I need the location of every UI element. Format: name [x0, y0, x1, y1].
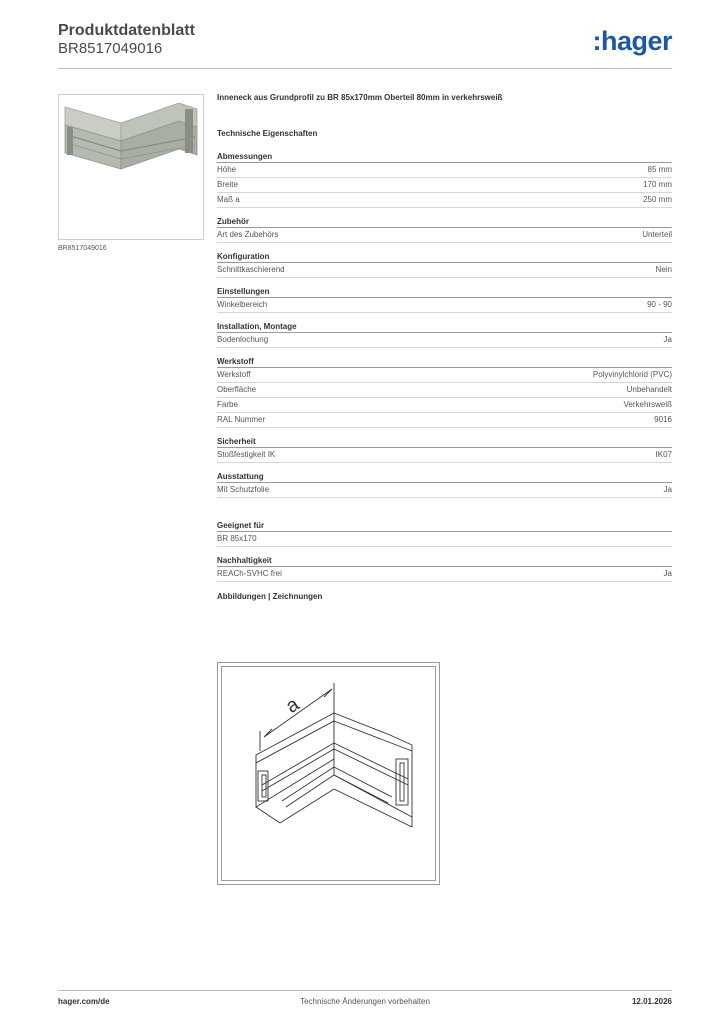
spec-value: Unterteil	[642, 230, 672, 239]
spec-row	[217, 532, 672, 547]
spec-row	[217, 383, 672, 398]
product-image-icon	[59, 95, 203, 239]
spec-label: Winkelbereich	[217, 300, 268, 309]
spec-section	[217, 356, 672, 428]
technical-drawing	[217, 662, 440, 885]
spec-label: Stoßfestigkeit IK	[217, 450, 276, 459]
spec-row	[217, 298, 672, 313]
section-title: Konfiguration	[217, 251, 672, 263]
footer-note: Technische Änderungen vorbehalten	[300, 997, 430, 1006]
section-title: Ausstattung	[217, 471, 672, 483]
spec-value: IK07	[655, 450, 672, 459]
product-details	[217, 93, 672, 601]
spec-value: Ja	[663, 335, 672, 344]
spec-value: 170 mm	[643, 180, 672, 189]
technical-properties-heading: Technische Eigenschaften	[217, 129, 318, 138]
spec-label: Art des Zubehörs	[217, 230, 279, 239]
spec-row	[217, 448, 672, 463]
spec-value: Ja	[663, 485, 672, 494]
spec-section	[217, 520, 672, 547]
spec-section	[217, 216, 672, 243]
document-title: Produktdatenblatt	[58, 22, 195, 39]
spec-label: Breite	[217, 180, 238, 189]
spec-row	[217, 178, 672, 193]
spec-value: Verkehrsweiß	[623, 400, 672, 409]
dimension-label: a	[281, 693, 304, 718]
spec-label: BR 85x170	[217, 534, 257, 543]
section-title: Zubehör	[217, 216, 672, 228]
spec-label: Farbe	[217, 400, 238, 409]
section-title: Abmessungen	[217, 151, 672, 163]
spec-value: 90 - 90	[647, 300, 672, 309]
section-title: Nachhaltigkeit	[217, 555, 672, 567]
spec-value: Polyvinylchlorid (PVC)	[592, 370, 672, 379]
spec-label: Höhe	[217, 165, 237, 174]
spec-value: 85 mm	[647, 165, 672, 174]
section-title: Installation, Montage	[217, 321, 672, 333]
spec-label: Oberfläche	[217, 385, 257, 394]
inner-corner-drawing-icon	[222, 667, 435, 880]
spec-label: Bodenlochung	[217, 335, 269, 344]
spec-row	[217, 368, 672, 383]
spec-section	[217, 151, 672, 208]
spec-section	[217, 251, 672, 278]
spec-value: Unbehandelt	[626, 385, 672, 394]
document-header	[58, 22, 195, 58]
spec-value: 9016	[654, 415, 672, 424]
spec-label: Mit Schutzfolie	[217, 485, 270, 494]
product-thumbnail	[58, 94, 204, 240]
header-divider	[58, 68, 672, 69]
footer-date: 12.01.2026	[631, 997, 672, 1006]
spec-value: Nein	[655, 265, 672, 274]
spec-section	[217, 436, 672, 463]
spec-section	[217, 555, 672, 582]
spec-row	[217, 413, 672, 428]
technical-sections	[217, 151, 672, 498]
section-title: Geeignet für	[217, 520, 672, 532]
thumbnail-caption: BR8517049016	[58, 245, 107, 252]
spec-row	[217, 333, 672, 348]
section-title: Einstellungen	[217, 286, 672, 298]
spec-label: Schnittkaschierend	[217, 265, 285, 274]
hager-logo: :hager	[592, 26, 672, 56]
article-number: BR8517049016	[58, 40, 163, 57]
spec-label: Werkstoff	[217, 370, 251, 379]
spec-label: REACh-SVHC frei	[217, 569, 282, 578]
spec-row	[217, 263, 672, 278]
spec-row	[217, 163, 672, 178]
additional-sections	[217, 520, 672, 582]
product-description: Inneneck aus Grundprofil zu BR 85x170mm Oberteil 80mm in verkehrsweiß	[217, 93, 503, 102]
spec-row	[217, 228, 672, 243]
section-title: Werkstoff	[217, 356, 672, 368]
spec-section	[217, 321, 672, 348]
spec-row	[217, 193, 672, 208]
spec-row	[217, 483, 672, 498]
spec-value: 250 mm	[643, 195, 672, 204]
spec-section	[217, 286, 672, 313]
spec-row	[217, 567, 672, 582]
spec-section	[217, 471, 672, 498]
section-title: Sicherheit	[217, 436, 672, 448]
footer-website-link[interactable]: hager.com/de	[58, 997, 110, 1006]
footer-divider	[58, 990, 672, 991]
spec-label: RAL Nummer	[217, 415, 266, 424]
spec-label: Maß a	[217, 195, 240, 204]
figures-heading: Abbildungen | Zeichnungen	[217, 592, 323, 601]
spec-row	[217, 398, 672, 413]
spec-value: Ja	[663, 569, 672, 578]
